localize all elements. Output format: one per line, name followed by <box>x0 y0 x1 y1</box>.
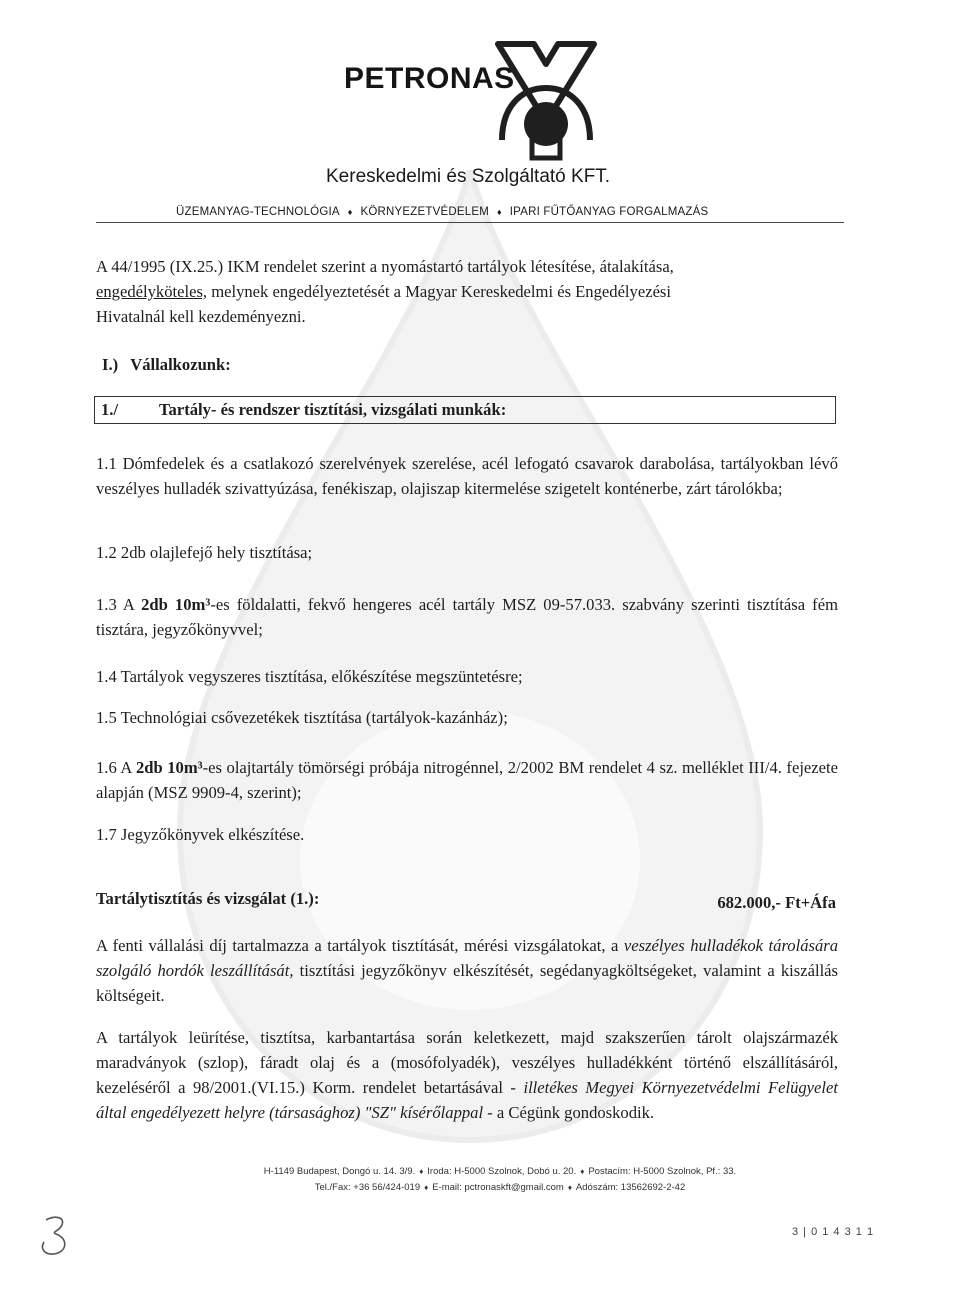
item-1-7: 1.7 Jegyzőkönyvek elkészítése. <box>96 825 305 844</box>
paragraph-italic-text: illetékes Megyei Környezetvédelmi Felügyelet által engedélyezett helyre (társasághoz) "SZ" kísérőlappal <box>96 1078 838 1122</box>
page-mark: 3 | 0 1 4 3 1 1 <box>792 1226 875 1238</box>
item-bold-quantity: 2db 10m³ <box>141 595 211 614</box>
brand-name: PETRONAS <box>344 62 515 95</box>
intro-line: melynek engedélyeztetését a Magyar Kereskedelmi és Engedélyezési <box>207 282 671 301</box>
item-1-1: 1.1 Dómfedelek és a csatlakozó szerelvények szerelése, acél lefogató csavarok darabolása, tartályokban lévő veszélyes hulladék szivattyúzása, fenékiszap, olajiszap kitermelése szigetelt konténerbe, zárt tárolókba; <box>96 454 838 498</box>
waste-paragraph <box>96 1025 838 1125</box>
footer-contact-line <box>150 1182 850 1193</box>
company-tagline <box>176 206 708 218</box>
diamond-separator-icon: ♦ <box>419 1167 424 1176</box>
pricing-paragraph <box>96 933 838 1008</box>
tagline-item: KÖRNYEZETVÉDELEM <box>360 206 489 218</box>
section-box <box>94 396 836 424</box>
diamond-separator-icon: ♦ <box>567 1183 572 1192</box>
footer-email: E-mail: pctronaskft@gmail.com <box>432 1182 564 1193</box>
total-label: Tartálytisztítás és vizsgálat (1.): <box>96 889 320 908</box>
tagline-item: IPARI FŰTŐANYAG FORGALMAZÁS <box>509 206 709 218</box>
tagline-item: ÜZEMANYAG-TECHNOLÓGIA <box>176 206 340 218</box>
intro-paragraph <box>96 254 838 329</box>
footer-address-line <box>150 1166 850 1177</box>
paragraph-text: tisztítási jegyzőkönyv elkészítését, segédanyagköltségeket, valamint a kiszállás költségeit. <box>96 961 838 1005</box>
item-1-4: 1.4 Tartályok vegyszeres tisztítása, előkészítése megszüntetésre; <box>96 667 523 686</box>
paragraph-text: A fenti vállalási díj tartalmazza a tartályok tisztítását, mérési vizsgálatokat, a <box>96 936 624 955</box>
footer-item: Postacím: H-5000 Szolnok, Pf.: 33. <box>588 1166 737 1177</box>
footer-item: H-1149 Budapest, Dongó u. 14. 3/9. <box>263 1166 416 1177</box>
item-1-2: 1.2 2db olajlefejő hely tisztítása; <box>96 543 313 562</box>
item-1-5: 1.5 Technológiai csővezetékek tisztítása (tartályok-kazánház); <box>96 708 508 727</box>
footer-item: Adószám: 13562692-2-42 <box>575 1182 686 1193</box>
handwritten-mark-icon <box>34 1212 78 1258</box>
section-title: Tartály- és rendszer tisztítási, vizsgálati munkák: <box>159 400 507 419</box>
diamond-separator-icon: ♦ <box>347 207 353 217</box>
item-bold-quantity: 2db 10m³ <box>135 758 203 777</box>
paragraph-italic-text: veszélyes hulladékok tárolására szolgáló hordók leszállítását, <box>96 936 838 980</box>
intro-line: Hivatalnál kell kezdeményezni. <box>96 307 306 326</box>
item-text: -es földalatti, fekvő hengeres acél tartály MSZ 09-57.033. szabvány szerinti tisztítása fém tisztára, jegyzőkönyvvel; <box>96 595 838 639</box>
item-1-3 <box>96 592 838 642</box>
paragraph-text: - a Cégünk gondoskodik. <box>483 1103 655 1122</box>
petronas-logo-icon <box>492 36 600 164</box>
section-number: 1./ <box>101 400 119 419</box>
diamond-separator-icon: ♦ <box>496 207 502 217</box>
intro-line: A 44/1995 (IX.25.) IKM rendelet szerint a nyomástartó tartályok létesítése, átalakítása, <box>96 257 674 276</box>
footer-item: Iroda: H-5000 Szolnok, Dobó u. 20. <box>427 1166 577 1177</box>
diamond-separator-icon: ♦ <box>424 1183 429 1192</box>
item-text: 1.3 A <box>96 595 142 614</box>
item-text: -es olajtartály tömörségi próbája nitrogénnel, 2/2002 BM rendelet 4 sz. melléklet III/4. fejezete alapján (MSZ 9909-4, szerint); <box>96 758 838 802</box>
paragraph-text: A tartályok leürítése, tisztítsa, karbantartása során keletkezett, majd szakszerűen tárolt olajszármazék maradványok (szlop), fáradt olaj és a (mosófolyadék), veszélyes hulladékként történő elszállításáról, kezeléséről a 98/2001.(VI.15.) Korm. rendelet betartásával - <box>96 1028 838 1097</box>
header-divider <box>96 222 844 223</box>
section-heading: I.) Vállalkozunk: <box>102 355 231 374</box>
item-text: 1.6 A <box>96 758 136 777</box>
item-1-6 <box>96 755 838 805</box>
total-price: 682.000,- Ft+Áfa <box>717 893 836 912</box>
footer-item: Tel./Fax: +36 56/424-019 <box>314 1182 421 1193</box>
intro-underlined-word: engedélyköteles, <box>96 282 208 301</box>
diamond-separator-icon: ♦ <box>580 1167 585 1176</box>
company-name: Kereskedelmi és Szolgáltató KFT. <box>326 166 611 187</box>
